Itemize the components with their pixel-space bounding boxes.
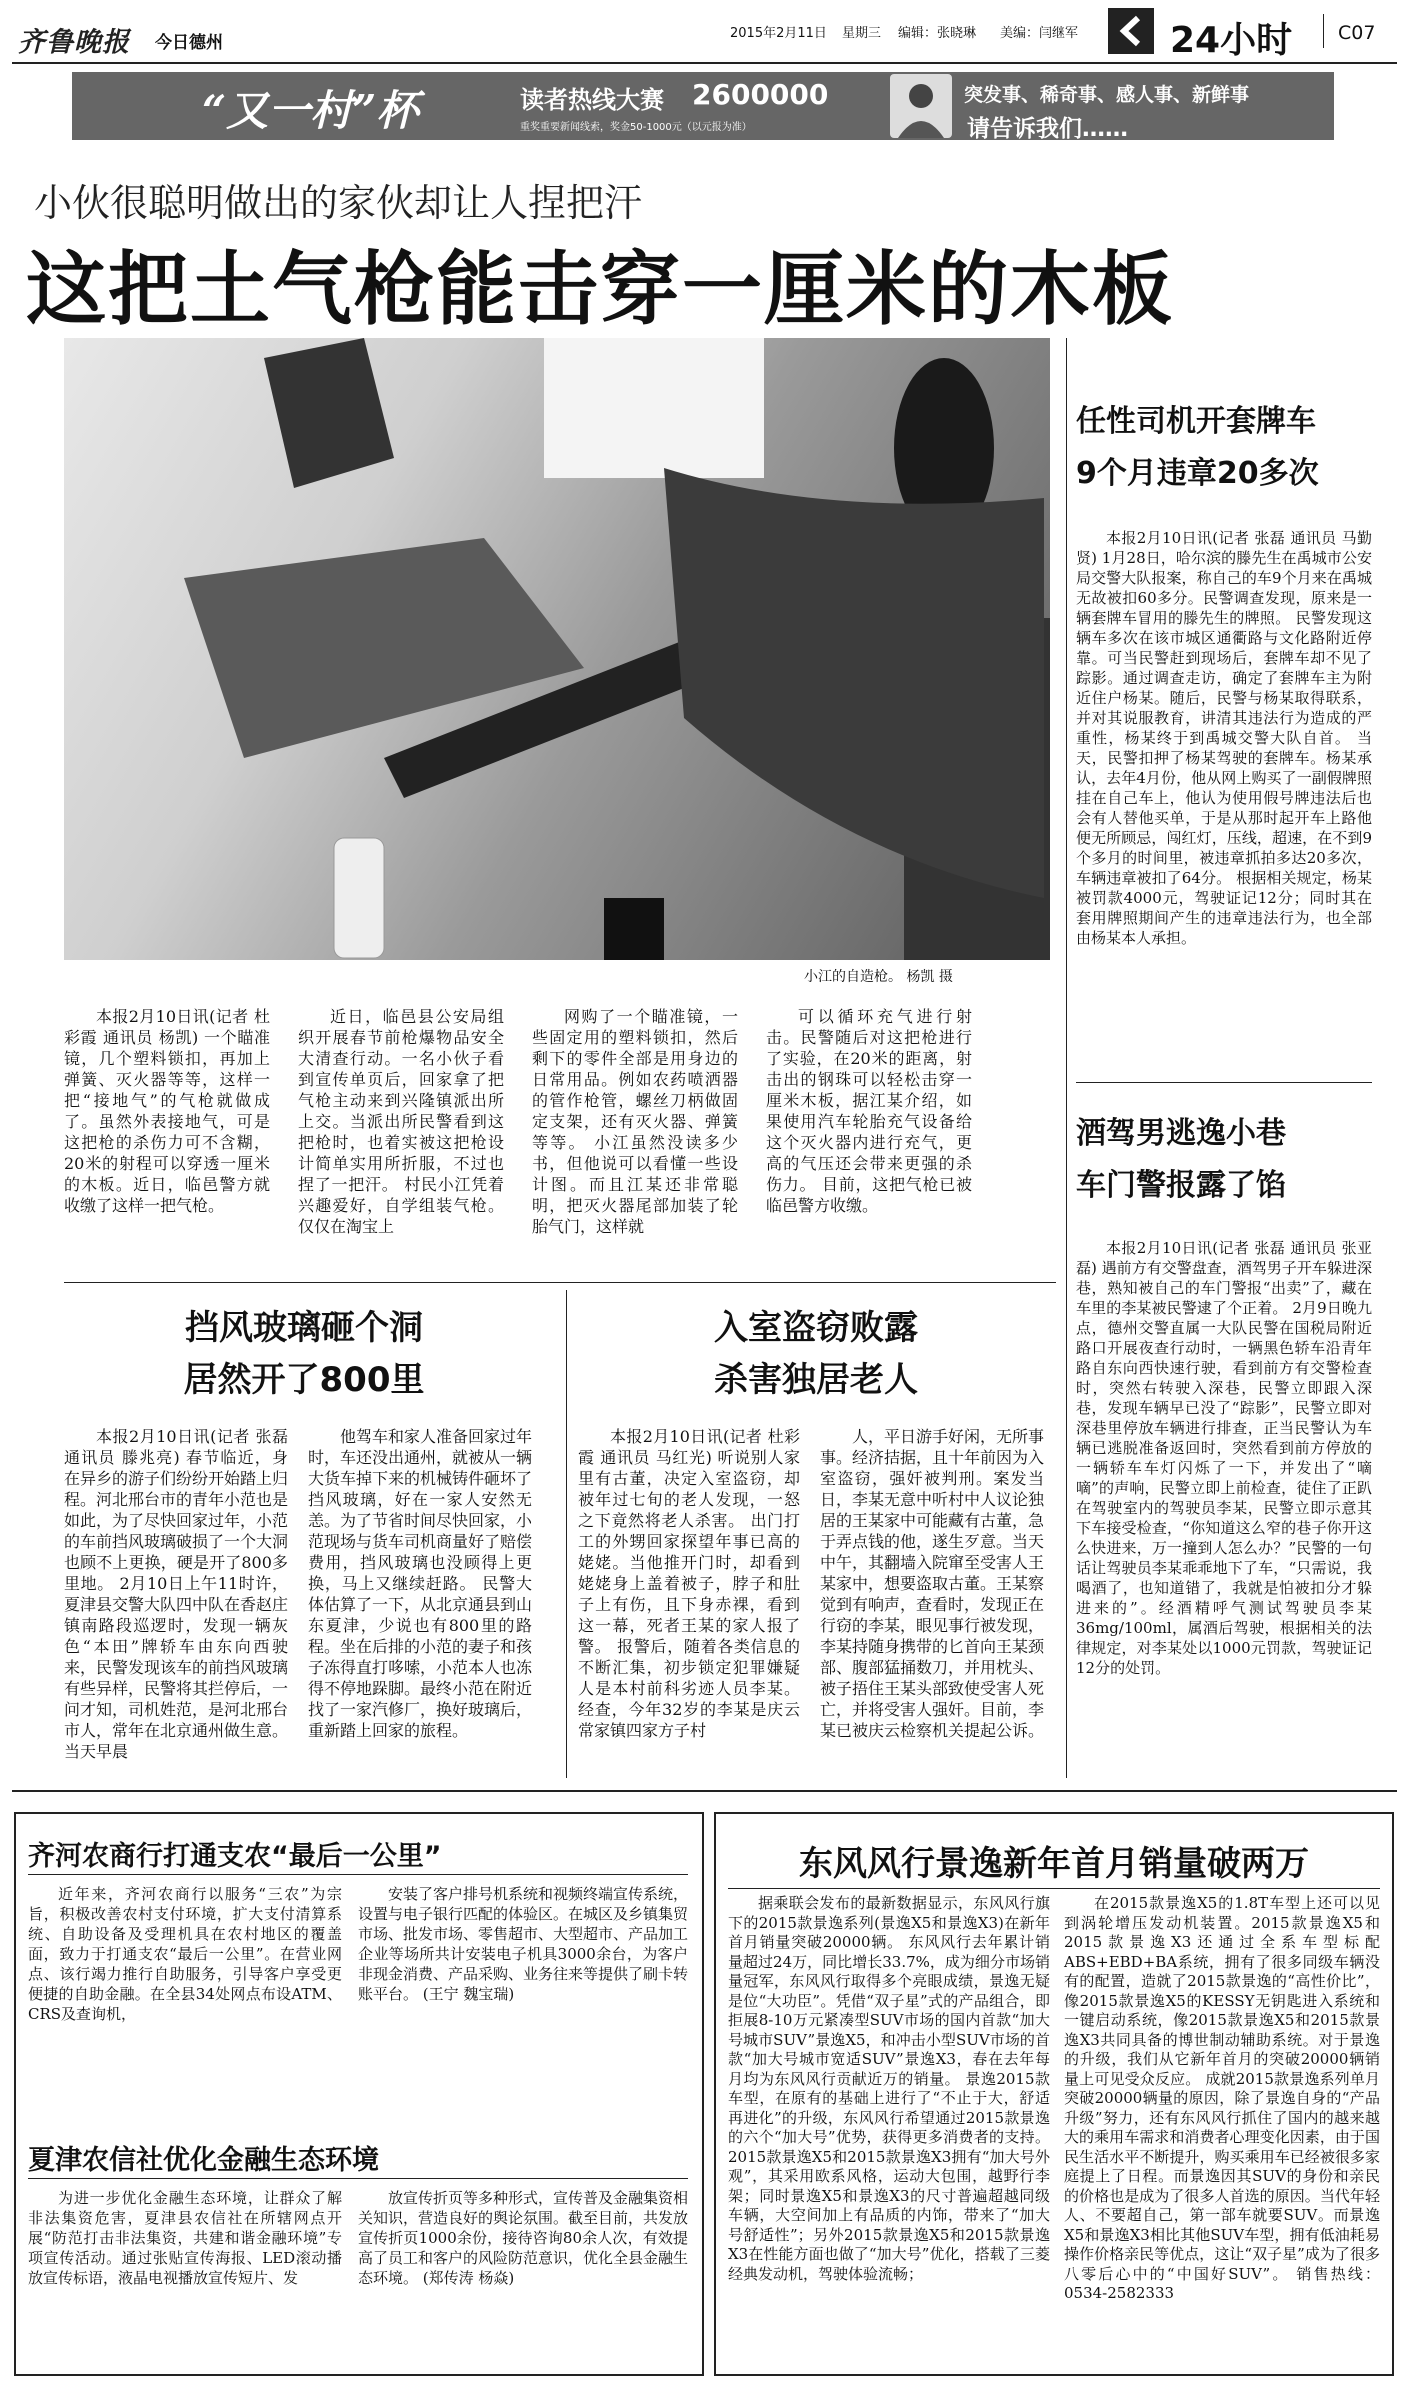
lead-text-3: 网购了一个瞄准镜，一些固定用的塑料锁扣，然后剩下的零件全部是用身边的日常用品。例如农药喷洒器的管作枪管，螺丝刀柄做固定支架，还有灭火器、弹簧等等。 小江虽然没读多少书，但他说可以看懂一些设计图。而且江某还非常聪明，把灭火器尾部加装了轮胎气门，这样就 (532, 1007, 738, 1236)
story-r2-title-2: 车门警报露了馅 (1076, 1168, 1286, 1203)
newspaper-logo: 齐鲁晚报 (18, 27, 130, 58)
masthead (0, 0, 1409, 66)
ad-r-col-1 (728, 1894, 1050, 2284)
story-m1-title-2: 居然开了800里 (183, 1360, 425, 1400)
lead-text-4: 可以循环充气进行射击。民警随后对这把枪进行了实验，在20米的距离，射击出的钢珠可以轻松击穿一厘米木板，据江某介绍，如果使用汽车轮胎充气设备给这个灭火器内进行充气，更高的气压还会带来更强的杀伤力。 目前，这把气枪已被临邑警方收缴。 (766, 1007, 972, 1215)
photo-caption: 小江的自造枪。 杨凯 摄 (804, 969, 953, 985)
story-m2-title-2: 杀害独居老人 (714, 1360, 918, 1400)
ad-l2-col-1 (28, 2188, 342, 2288)
section-arrow-icon (1108, 8, 1154, 54)
banner-tagline: 突发事、稀奇事、感人事、新鲜事 (964, 84, 1250, 106)
story-m2-text-1: 本报2月10日讯(记者 杜彩霞 通讯员 马红光) 听说别人家里有古董，决定入室盗窃，却被年过七旬的老人发现，一怒之下竟然将老人杀害。 出门打工的外甥回家探望年事已高的姥姥。当他推开门时，却看到姥姥身上盖着被子，脖子和肚子上有伤，且下身赤裸，看到这一幕，死者王某的家人报了警。 报警后，随着各类信息的不断汇集，初步锁定犯罪嫌疑人是本村前科劣迹人员李某。经查，今年32岁的李某是庆云常家镇四家方子村 (578, 1427, 800, 1740)
hotline-number: 2600000 (692, 78, 829, 111)
story-r1-title-1: 任性司机开套牌车 (1076, 404, 1316, 439)
story-r2-body (1076, 1238, 1372, 1678)
page-number: C07 (1338, 22, 1376, 44)
issue-weekday: 星期三 (842, 26, 882, 41)
story-r1-text: 本报2月10日讯(记者 张磊 通讯员 马勤贤) 1月28日，哈尔滨的滕先生在禹城市公安局交警大队报案，称自己的车9个月来在禹城无故被扣60多分。民警调查发现，原来是一辆套牌车冒用的滕先生的牌照。 民警发现这辆车多次在该市城区通衢路与文化路附近停靠。可当民警赶到现场后，套牌车却不见了踪影。通过调查走访，确定了套牌车主为附近住户杨某。随后，民警与杨某取得联系，并对其说服教育，讲清其违法行为造成的严重性，杨某终于到禹城交警大队自首。 当天，民警扣押了杨某驾驶的套牌车。杨某承认，去年4月份，他从网上购买了一副假牌照挂在自己车上，他认为使用假号牌违法后也会有人替他买单，于是从那时起开车上路他便无所顾忌，闯红灯，压线，超速，在不到9个多月的时间里，被违章抓拍多达20多次，车辆违章被扣了64分。 根据相关规定，杨某被罚款4000元，驾驶证记12分；同时其在套用牌照期间产生的违章违法行为，也全部由杨某本人承担。 (1076, 529, 1372, 947)
story-m1-title-1: 挡风玻璃砸个洞 (185, 1308, 423, 1348)
banner-subtitle: 重奖重要新闻线索，奖金50-1000元（以元报为准） (520, 122, 752, 133)
ad-l1-text-1: 近年来，齐河农商行以服务“三农”为宗旨，积极改善农村支付环境，扩大支付清算系统、自助设备及受理机具在农村地区的覆盖面，致力于打通支农“最后一公里”。在营业网点、该行竭力推行自助服务，引导客户享受更便捷的自助金融。在全县34处网点布设ATM、CRS及查询机， (28, 1885, 342, 2023)
lead-col-3 (532, 1006, 738, 1237)
ad-l2-title: 夏津农信社优化金融生态环境 (28, 2145, 379, 2176)
story-m1-text-2: 他驾车和家人准备回家过年时，车还没出通州，就被从一辆大货车掉下来的机械铸件砸坏了挡风玻璃，好在一家人安然无恙。为了节省时间尽快回家，小范现场与货车司机商量好了赔偿费用，挡风玻璃也没顾得上更换，马上又继续赶路。 民警大体估算了一下，从北京通县到山东夏津，少说也有800里的路程。坐在后排的小范的妻子和孩子冻得直打哆嗦，小范本人也冻得不停地跺脚。最终小范在附近找了一家汽修厂，换好玻璃后，重新踏上回家的旅程。 (308, 1427, 533, 1740)
ad-r-text-1: 据乘联会发布的最新数据显示，东风风行旗下的2015款景逸系列(景逸X5和景逸X3)在新年首月销量突破20000辆。 东风风行去年累计销量超过24万，同比增长33.7%，成为细分市场销量冠军，东风风行取得多个亮眼成绩，景逸无疑是位“大功臣”。凭借“双子星”式的产品组合，即拒展8-10万元紧凑型SUV市场的国内首款“加大号城市SUV”景逸X5，和冲击小型SUV市场的首款“加大号城市宽适SUV”景逸X3，春在去年每月均为东风风行贡献近万的销量。 景逸2015款车型，在原有的基础上进行了“不止于大，舒适再进化”的升级，东风风行希望通过2015款景逸的六个“加大号”优势，获得更多消费者的支持。 2015款景逸X5和2015款景逸X3拥有“加大号外观”，其采用欧系风格，运动大包围，越野行李架；同时景逸X5和景逸X3的尺寸普遍超越同级车辆，大空间加上有品质的内饰，带来了“加大号舒适性”；另外2015款景逸X5和2015款景逸X3在性能方面也做了“加大号”优化，搭载了三菱经典发动机，驾驶体验流畅； (728, 1894, 1050, 2283)
lead-text-1: 本报2月10日讯(记者 杜彩霞 通讯员 杨凯) 一个瞄准镜，几个塑料锁扣，再加上弹簧、灭火器等等，这样一把“接地气”的气枪就做成了。虽然外表接地气，可是这把枪的杀伤力可不含糊，20米的射程可以穿透一厘米的木板。近日，临邑警方就收缴了这样一把气枪。 (64, 1007, 270, 1215)
story-r2-text: 本报2月10日讯(记者 张磊 通讯员 张亚磊) 遇前方有交警盘查，酒驾男子开车躲进深巷，熟知被自己的车门警报“出卖”了，藏在车里的李某被民警逮了个正着。 2月9日晚九点，德州交警直属一大队民警在国税局附近路口开展夜查行动时，一辆黑色轿车沿青年路自东向西快速行驶，看到前方有交警检查时，突然右转驶入深巷，民警立即跟入深巷，发现车辆早已没了“踪影”，民警立即对深巷里停放车辆进行排查，正当民警认为车辆已逃脱准备返回时，突然看到前方停放的一辆轿车车灯闪烁了一下，并发出了“嘀嘀”的声响，民警立即上前检查，徒住了正趴在驾驶室内的驾驶员李某，民警立即示意其下车接受检查，“你知道这么窄的巷子你开这么快进来，万一撞到人怎么办？”民警的一句话让驾驶员李某乖乖地下了车，“只需说，我喝酒了，也知道错了，我就是怕被扣分才躲进来的”。经酒精呼气测试驾驶员李某36mg/100ml，属酒后驾驶，根据相关的法律规定，对李某处以1000元罚款，驾驶证记12分的处罚。 (1076, 1239, 1372, 1677)
designer-credit: 美编：闫继军 (1000, 26, 1079, 41)
story-m2-title-1: 入室盗窃败露 (714, 1308, 918, 1348)
story-m2-text-2: 人，平日游手好闲，无所事事。经济拮据，且十年前因为入室盗窃，强奸被判刑。案发当日，李某无意中听村中人议论独居的王某家中可能藏有古董，急于弄点钱的他，遂生歹意。当天中午，其翻墙入院窜至受害人王某家中，想要盗取古董。王某察觉到有响声，查看时，发现正在行窃的李某，眼见事行被发现，李某持随身携带的匕首向王某颈部、腹部猛捅数刀，并用枕头、被子捂住王某头部致使受害人死亡，并将受害人强奸。目前，李某已被庆云检察机关提起公诉。 (820, 1427, 1045, 1740)
ad-l1-title: 齐河农商行打通支农“最后一公里” (28, 1841, 442, 1872)
story-r1-body (1076, 528, 1372, 948)
cup-title: “又一村”杯 (202, 86, 419, 135)
contest-name: 读者热线大赛 (520, 86, 664, 114)
lead-headline: 这把土气枪能击穿一厘米的木板 (26, 243, 1174, 336)
banner-callout: 请告诉我们…… (967, 116, 1128, 142)
ad-l2-text-2: 放宣传折页等多种形式，宣传普及金融集资相关知识，营造良好的舆论氛围。截至目前，共发放宣传折页1000余份，接待咨询80余人次，有效提高了员工和客户的风险防范意识，优化全县金融生态环境。 (郑传涛 杨焱) (358, 2189, 689, 2287)
story-m1-text-1: 本报2月10日讯(记者 张磊 通讯员 滕兆亮) 春节临近，身在异乡的游子们纷纷开始踏上归程。河北邢台市的青年小范也是如此，为了尽快回家过年，小范的车前挡风玻璃破损了一个大洞也顾不上更换，硬是开了800多里地。 2月10日上午11时许，夏津县交警大队四中队在香赵庄镇南路段巡逻时，发现一辆灰色“本田”牌轿车由东向西驶来，民警发现该车的前挡风玻璃有些异样，民警将其拦停后，一问才知，司机姓范，是河北邢台市人，常年在北京通州做生意。当天早晨 (64, 1427, 289, 1761)
edition-label: 今日德州 (155, 33, 223, 53)
ad-l1-col-2 (358, 1884, 688, 2004)
ad-l2-col-2 (358, 2188, 688, 2288)
operator-avatar (890, 74, 952, 138)
lead-col-2 (298, 1006, 504, 1237)
lead-photo (64, 338, 1050, 960)
editor-credit: 编辑：张晓琳 (898, 26, 977, 41)
lead-col-1 (64, 1006, 270, 1216)
story-r1-title-2: 9个月违章20多次 (1076, 456, 1319, 491)
lead-kicker: 小伙很聪明做出的家伙却让人捏把汗 (34, 181, 643, 225)
story-m2-col-2 (820, 1426, 1044, 1741)
ad-l1-text-2: 安装了客户排号机系统和视频终端宣传系统，设置与电子银行匹配的体验区。在城区及乡镇集贸市场、批发市场、零售超市、大型超市、产品加工企业等场所共计安装电子机具3000余台，为客户非现金消费、产品采购、业务往来等提供了刷卡转账平台。 (王宁 魏宝瑞) (358, 1885, 689, 2003)
ad-r-col-2 (1064, 1894, 1380, 2304)
hotline-banner (72, 72, 1334, 140)
section-title: 24小时 (1170, 20, 1293, 61)
lead-col-4 (766, 1006, 972, 1216)
issue-date: 2015年2月11日 (730, 26, 827, 41)
story-m2-col-1 (578, 1426, 800, 1741)
ad-l1-col-1 (28, 1884, 342, 2024)
ad-r-title: 东风风行景逸新年首月销量破两万 (799, 1844, 1309, 1884)
ad-r-text-2: 在2015款景逸X5的1.8T车型上还可以见到涡轮增压发动机装置。2015款景逸X5和2015款景逸X3还通过全系车型标配ABS+EBD+BA系统，拥有了很多同级车辆没有的配置，造就了2015款景逸的“高性价比”，像2015款景逸X5的KESSY无钥匙进入系统和一键启动系统，像2015款景逸X5和2015款景逸X3共同具备的博世制动辅助系统。对于景逸的升级，我们从它新年首月的突破20000辆销量上可见受众反应。 成就2015款景逸系列单月突破20000辆量的原因，除了景逸自身的“产品升级”努力，还有东风风行抓住了国内的越来越大的乘用车需求和消费者心理变化因素，由于国民生活水平不断提升，购买乘用车已经被很多家庭提上了日程。而景逸因其SUV的身份和亲民的价格也是成为了很多人首选的原因。当代年轻人、不要超自己，第一部车就要SUV。而景逸X5和景逸X3相比其他SUV车型，拥有低油耗易操作价格亲民等优点，这让“双子星”成为了很多八零后心中的“中国好SUV”。 销售热线：0534-2582333 (1064, 1894, 1380, 2302)
story-r2-title-1: 酒驾男逃逸小巷 (1076, 1116, 1286, 1151)
story-m1-col-1 (64, 1426, 288, 1762)
ad-l2-text-1: 为进一步优化金融生态环境，让群众了解非法集资危害，夏津县农信社在所辖网点开展“防范打击非法集资，共建和谐金融环境”专项宣传活动。通过张贴宣传海报、LED滚动播放宣传标语，液晶电视播放宣传短片、发 (28, 2189, 342, 2287)
story-m1-col-2 (308, 1426, 532, 1741)
masthead-rule (12, 62, 1397, 64)
lead-text-2: 近日，临邑县公安局组织开展春节前枪爆物品安全大清查行动。一名小伙子看到宣传单页后，回家拿了把气枪主动来到兴隆镇派出所上交。当派出所民警看到这把枪时，也着实被这把枪设计简单实用所折服，不过也捏了一把汗。 村民小江凭着兴趣爱好，自学组装气枪。仅仅在淘宝上 (298, 1007, 504, 1236)
